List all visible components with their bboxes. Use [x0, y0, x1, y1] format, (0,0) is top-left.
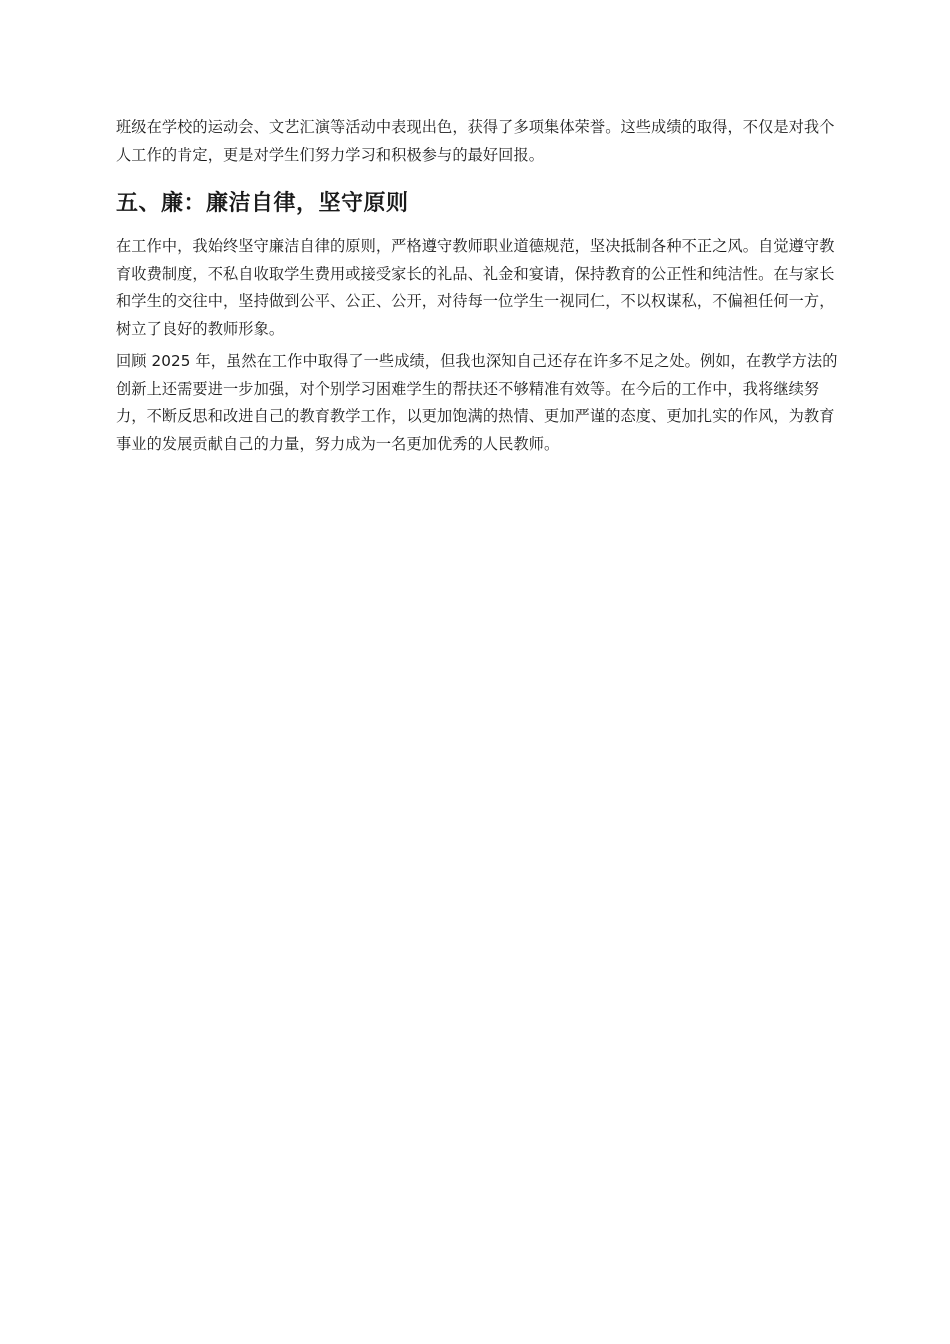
intro-paragraph: 班级在学校的运动会、文艺汇演等活动中表现出色，获得了多项集体荣誉。这些成绩的取得，不仅是对我个人工作的肯定，更是对学生们努力学习和积极参与的最好回报。 — [116, 118, 835, 164]
closing-paragraph: 回顾 2025 年，虽然在工作中取得了一些成绩，但我也深知自己还存在许多不足之处。例如，在教学方法的创新上还需要进一步加强，对个别学习困难学生的帮扶还不够精准有效等。在今后的工作中，我将继续努力，不断反思和改进自己的教育教学工作，以更加饱满的热情、更加严谨的态度、更加扎实的作风，为教育事业的发展贡献自己的力量，努力成为一名更加优秀的人民教师。 — [116, 352, 838, 453]
document-body — [116, 114, 838, 458]
section-paragraph: 在工作中，我始终坚守廉洁自律的原则，严格遵守教师职业道德规范，坚决抵制各种不正之风。自觉遵守教育收费制度，不私自收取学生费用或接受家长的礼品、礼金和宴请，保持教育的公正性和纯洁性。在与家长和学生的交往中，坚持做到公平、公正、公开，对待每一位学生一视同仁，不以权谋私，不偏袒任何一方，树立了良好的教师形象。 — [116, 237, 835, 338]
section-heading: 五、廉：廉洁自律，坚守原则 — [116, 191, 409, 216]
